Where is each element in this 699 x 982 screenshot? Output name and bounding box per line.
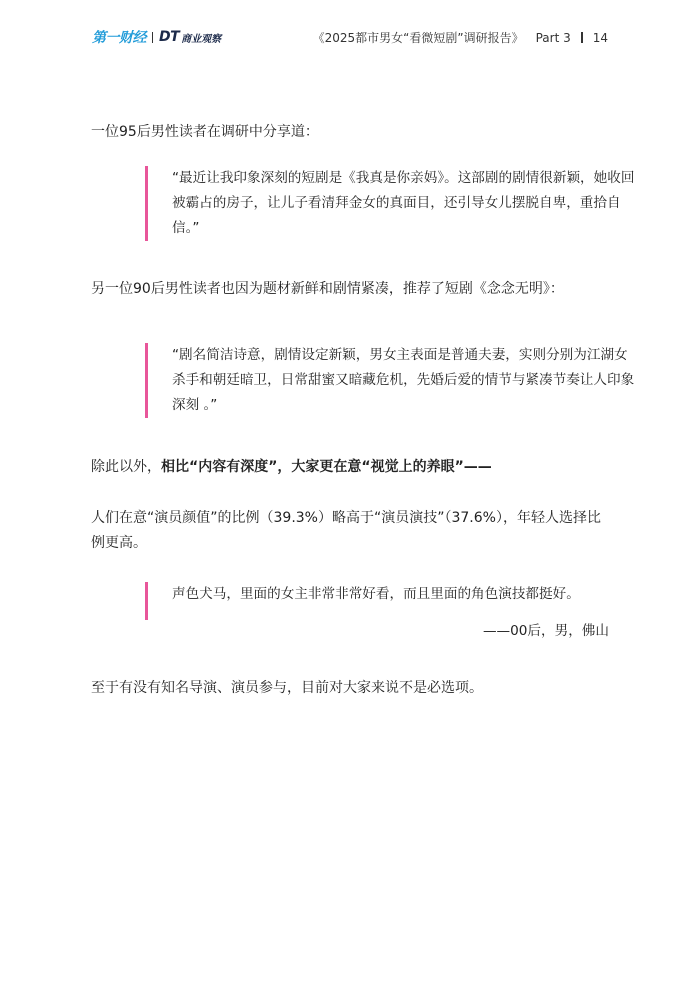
header-info: [313, 29, 608, 46]
paragraph-emphasis: 相比“内容有深度”，大家更在意“视觉上的养眼”——: [161, 459, 492, 475]
paragraph-actor-stats: 人们在意“演员颜值”的比例（39.3%）略高于“演员演技”（37.6%），年轻人选择比例更高。: [91, 510, 601, 551]
paragraph-visual-appeal: [91, 455, 609, 480]
cbn-logo: 第一财经: [92, 30, 146, 46]
quote-block-2: “剧名简洁诗意，剧情设定新颖，男女主表面是普通夫妻，实则分别为江湖女杀手和朝廷暗卫，日常甜蜜又暗藏危机，先婚后爱的情节与紧凑节奏让人印象深刻 。”: [145, 343, 636, 418]
paragraph-intro-95: 一位95后男性读者在调研中分享道：: [91, 124, 319, 140]
quote-attribution: ——00后，男，佛山: [482, 623, 609, 639]
report-title: 《2025都市男女“看微短剧”调研报告》: [312, 31, 524, 45]
quote-block-1: “最近让我印象深刻的短剧是《我真是你亲妈》。这部剧的剧情很新颖，她收回被霸占的房子，让儿子看清拜金女的真面目，还引导女儿摆脱自卑，重拾自信。”: [145, 166, 636, 241]
dt-logo: DT: [159, 29, 180, 45]
publisher-logo: [92, 27, 221, 47]
dt-logo-subtitle: 商业观察: [181, 33, 222, 45]
paragraph-intro-90: 另一位90后男性读者也因为题材新鲜和剧情紧凑，推荐了短剧《念念无明》：: [91, 281, 564, 297]
paragraph-prefix: 除此以外，: [91, 459, 161, 475]
header-divider: [581, 32, 583, 43]
page-header: [0, 0, 699, 70]
page-number: 14: [592, 30, 608, 45]
quote-block-3: [145, 582, 636, 620]
logo-divider: [152, 32, 153, 43]
part-label: Part 3: [535, 30, 571, 45]
paragraph-directors: 至于有没有知名导演、演员参与，目前对大家来说不是必选项。: [91, 680, 483, 696]
quote-text: 声色犬马，里面的女主非常非常好看，而且里面的角色演技都挺好。: [172, 586, 580, 602]
